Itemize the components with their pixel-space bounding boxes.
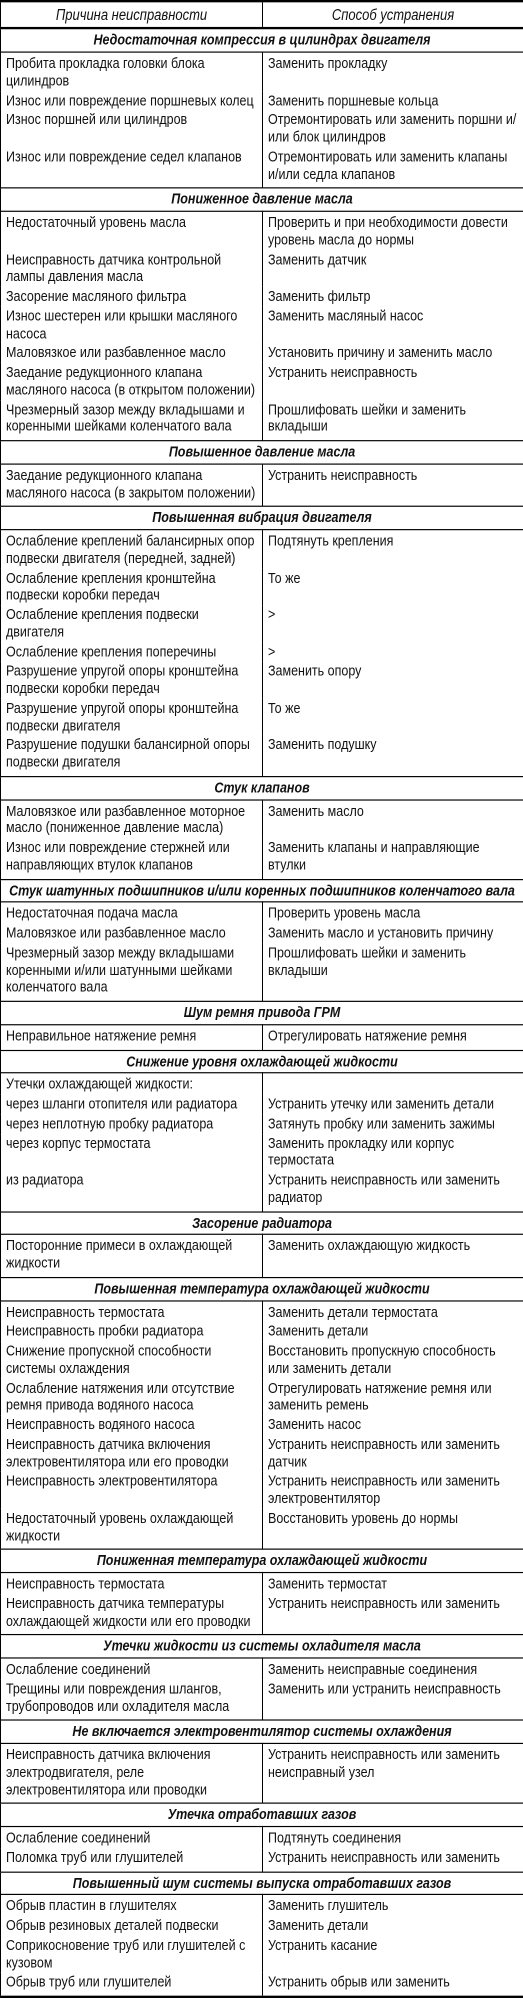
section-header [1, 1277, 523, 1300]
remedy-cell: Восстановить пропускную способность или заменить детали [263, 1341, 523, 1378]
table-row [1, 699, 523, 736]
remedy-cell: Затянуть пробку или заменить зажимы [263, 1114, 523, 1134]
cause-cell: Маловязкое или разбавленное масло [1, 924, 263, 944]
remedy-cell: Подтянуть крепления [263, 530, 523, 569]
cause-cell: Ослабление креплений балансирных опор подвески двигателя (передней, задней) [1, 530, 263, 569]
cause-cell: Износ поршней или цилиндров [1, 110, 263, 147]
cause-cell: Неисправность датчика включения электродвигателя, реле электровентилятора или проводки [1, 1744, 263, 1804]
table-row [1, 800, 523, 839]
section-header [1, 1804, 523, 1827]
remedy-cell: Заменить детали [263, 1916, 523, 1936]
table-row [1, 1936, 523, 1973]
table-row [1, 1134, 523, 1171]
cause-cell: Ослабление соединений [1, 1658, 263, 1679]
remedy-cell: Заменить подушку [263, 735, 523, 776]
cause-cell: Недостаточный уровень охлаждающей жидкости [1, 1509, 263, 1550]
remedy-cell: Заменить поршневые кольца [263, 91, 523, 111]
remedy-cell: Устранить касание [263, 1936, 523, 1973]
remedy-cell: Заменить насос [263, 1415, 523, 1435]
cause-cell: Обрыв труб или глушителей [1, 1973, 263, 1997]
remedy-cell: Заменить охлаждающую жидкость [263, 1235, 523, 1278]
remedy-cell: Устранить обрыв или заменить [263, 1973, 523, 1997]
cause-cell: Пробита прокладка головки блока цилиндров [1, 52, 263, 91]
section-header [1, 188, 523, 211]
remedy-cell: Отрегулировать натяжение ремня [263, 1025, 523, 1050]
cause-cell: Неисправность датчика включения электровентилятора или его проводки [1, 1435, 263, 1472]
remedy-cell: Заменить детали [263, 1322, 523, 1342]
section-title: Пониженная температура охлаждающей жидкости [1, 1550, 523, 1573]
table-row [1, 1658, 523, 1679]
remedy-cell: Отремонтировать или заменить клапаны и/или седла клапанов [263, 147, 523, 188]
remedy-cell: Заменить прокладку [263, 52, 523, 91]
cause-cell: Недостаточная подача масла [1, 902, 263, 923]
table-row [1, 1094, 523, 1114]
table-row [1, 1322, 523, 1342]
table-row [1, 662, 523, 699]
section-title: Недостаточная компрессия в цилиндрах двигателя [1, 28, 523, 52]
remedy-cell: > [263, 642, 523, 662]
table-row [1, 1679, 523, 1720]
cause-cell: Недостаточный уровень масла [1, 211, 263, 250]
table-row [1, 1378, 523, 1415]
section-title: Повышенная температура охлаждающей жидкости [1, 1277, 523, 1300]
table-row [1, 343, 523, 363]
table-row [1, 1341, 523, 1378]
table-row [1, 530, 523, 569]
remedy-cell: Устранить неисправность или заменить датчик [263, 1435, 523, 1472]
table-row [1, 568, 523, 605]
remedy-cell: Установить причину и заменить масло [263, 343, 523, 363]
cause-cell: Чрезмерный зазор между вкладышами коренными и/или шатунными шейками коленчатого вала [1, 943, 263, 1001]
table-row [1, 52, 523, 91]
cause-cell: Заедание редукционного клапана масляного насоса (в открытом положении) [1, 363, 263, 400]
section-header [1, 1050, 523, 1073]
section-title: Утечка отработавших газов [1, 1804, 523, 1827]
section-title: Утечки жидкости из системы охладителя масла [1, 1635, 523, 1658]
section-title: Не включается электровентилятор системы охлаждения [1, 1720, 523, 1743]
cause-cell: Неисправность термостата [1, 1300, 263, 1321]
cause-cell: Ослабление крепления кронштейна подвески коробки передач [1, 568, 263, 605]
table-row [1, 363, 523, 400]
table-row [1, 1973, 523, 1997]
table-row [1, 1895, 523, 1916]
section-header [1, 776, 523, 799]
table-row [1, 250, 523, 287]
remedy-cell: Заменить фильтр [263, 287, 523, 307]
remedy-cell: Заменить масло [263, 800, 523, 839]
section-title: Снижение уровня охлаждающей жидкости [1, 1050, 523, 1073]
remedy-cell: Устранить неисправность или заменить радиатор [263, 1171, 523, 1212]
table-row [1, 1573, 523, 1594]
remedy-cell: Заменить глушитель [263, 1895, 523, 1916]
cause-cell: Неправильное натяжение ремня [1, 1025, 263, 1050]
section-title: Стук клапанов [1, 776, 523, 799]
table-row [1, 91, 523, 111]
remedy-cell: Заменить масляный насос [263, 306, 523, 343]
section-header [1, 1212, 523, 1235]
remedy-cell: Подтянуть соединения [263, 1827, 523, 1848]
section-header [1, 1872, 523, 1895]
table-row [1, 838, 523, 879]
cause-cell: Износ или повреждение поршневых колец [1, 91, 263, 111]
section-title: Стук шатунных подшипников и/или коренных подшипников коленчатого вала [1, 879, 523, 902]
table-row [1, 1300, 523, 1321]
table-row [1, 1073, 523, 1094]
table-row [1, 1744, 523, 1804]
table-row [1, 1509, 523, 1550]
cause-cell: Неисправность термостата [1, 1573, 263, 1594]
cause-cell: Износ или повреждение стержней или направляющих втулок клапанов [1, 838, 263, 879]
table-row [1, 924, 523, 944]
table-row [1, 1025, 523, 1050]
cause-cell: Ослабление крепления подвески двигателя [1, 605, 263, 642]
table-row [1, 902, 523, 923]
remedy-cell: > [263, 605, 523, 642]
table-row [1, 1114, 523, 1134]
remedy-cell: Заменить масло и установить причину [263, 924, 523, 944]
table-row [1, 464, 523, 507]
remedy-cell: То же [263, 699, 523, 736]
cause-cell: Неисправность электровентилятора [1, 1472, 263, 1509]
cause-cell: Поломка труб или глушителей [1, 1848, 263, 1872]
table-header [1, 1, 523, 28]
section-title: Засорение радиатора [1, 1212, 523, 1235]
remedy-cell: Устранить неисправность или заменить электровентилятор [263, 1472, 523, 1509]
cause-cell: Разрушение упругой опоры кронштейна подвески коробки передач [1, 662, 263, 699]
table-row [1, 1171, 523, 1212]
remedy-cell: Заменить или устранить неисправность [263, 1679, 523, 1720]
remedy-cell: Заменить клапаны и направляющие втулки [263, 838, 523, 879]
section-header [1, 441, 523, 464]
cause-cell: Неисправность водяного насоса [1, 1415, 263, 1435]
section-title: Шум ремня привода ГРМ [1, 1001, 523, 1024]
cause-cell: Маловязкое или разбавленное масло [1, 343, 263, 363]
remedy-cell: Устранить неисправность или заменить неисправный узел [263, 1744, 523, 1804]
cause-cell: Трещины или повреждения шлангов, трубопроводов или охладителя масла [1, 1679, 263, 1720]
cause-cell: Ослабление крепления поперечины [1, 642, 263, 662]
cause-cell: из радиатора [1, 1171, 263, 1212]
remedy-cell: Заменить датчик [263, 250, 523, 287]
remedy-cell: Проверить и при необходимости довести уровень масла до нормы [263, 211, 523, 250]
header-cause: Причина неисправности [1, 1, 263, 28]
cause-cell: Утечки охлаждающей жидкости: [1, 1073, 263, 1094]
cause-cell: через шланги отопителя или радиатора [1, 1094, 263, 1114]
cause-cell: через корпус термостата [1, 1134, 263, 1171]
cause-cell: Обрыв пластин в глушителях [1, 1895, 263, 1916]
remedy-cell: Прошлифовать шейки и заменить вкладыши [263, 400, 523, 441]
table-body [1, 28, 523, 1996]
table-row [1, 287, 523, 307]
section-title: Повышенная вибрация двигателя [1, 507, 523, 530]
table-row [1, 1827, 523, 1848]
table-row [1, 735, 523, 776]
cause-cell: Неисправность датчика температуры охлаждающей жидкости или его проводки [1, 1594, 263, 1635]
cause-cell: Маловязкое или разбавленное моторное масло (пониженное давление масла) [1, 800, 263, 839]
cause-cell: Разрушение подушки балансирной опоры подвески двигателя [1, 735, 263, 776]
table-row [1, 211, 523, 250]
cause-cell: Засорение масляного фильтра [1, 287, 263, 307]
table-row [1, 943, 523, 1001]
section-header [1, 507, 523, 530]
header-remedy: Способ устранения [263, 1, 523, 28]
remedy-cell: Отрегулировать натяжение ремня или заменить ремень [263, 1378, 523, 1415]
remedy-cell: Заменить термостат [263, 1573, 523, 1594]
table-row [1, 642, 523, 662]
remedy-cell: Устранить неисправность или заменить [263, 1594, 523, 1635]
remedy-cell: Прошлифовать шейки и заменить вкладыши [263, 943, 523, 1001]
remedy-cell: Восстановить уровень до нормы [263, 1509, 523, 1550]
table-row [1, 1594, 523, 1635]
section-header [1, 28, 523, 52]
remedy-cell [263, 1073, 523, 1094]
section-header [1, 1720, 523, 1743]
remedy-cell: Заменить опору [263, 662, 523, 699]
cause-cell: Ослабление соединений [1, 1827, 263, 1848]
remedy-cell: Заменить детали термостата [263, 1300, 523, 1321]
table-row [1, 1916, 523, 1936]
cause-cell: Ослабление натяжения или отсутствие ремня привода водяного насоса [1, 1378, 263, 1415]
section-header [1, 1635, 523, 1658]
table-row [1, 400, 523, 441]
table-row [1, 1848, 523, 1872]
section-header [1, 1550, 523, 1573]
remedy-cell: Проверить уровень масла [263, 902, 523, 923]
cause-cell: Неисправность пробки радиатора [1, 1322, 263, 1342]
cause-cell: Износ шестерен или крышки масляного насоса [1, 306, 263, 343]
cause-cell: Обрыв резиновых деталей подвески [1, 1916, 263, 1936]
table-row [1, 110, 523, 147]
cause-cell: через неплотную пробку радиатора [1, 1114, 263, 1134]
table-row [1, 306, 523, 343]
cause-cell: Износ или повреждение седел клапанов [1, 147, 263, 188]
remedy-cell: Устранить утечку или заменить детали [263, 1094, 523, 1114]
cause-cell: Посторонние примеси в охлаждающей жидкости [1, 1235, 263, 1278]
table-row [1, 1472, 523, 1509]
cause-cell: Снижение пропускной способности системы охлаждения [1, 1341, 263, 1378]
section-header [1, 879, 523, 902]
remedy-cell: То же [263, 568, 523, 605]
remedy-cell: Устранить неисправность [263, 363, 523, 400]
remedy-cell: Заменить прокладку или корпус термостата [263, 1134, 523, 1171]
remedy-cell: Отремонтировать или заменить поршни и/или блок цилиндров [263, 110, 523, 147]
cause-cell: Заедание редукционного клапана масляного насоса (в закрытом положении) [1, 464, 263, 507]
cause-cell: Чрезмерный зазор между вкладышами и коренными шейками коленчатого вала [1, 400, 263, 441]
table-row [1, 1235, 523, 1278]
cause-cell: Разрушение упругой опоры кронштейна подвески двигателя [1, 699, 263, 736]
section-header [1, 1001, 523, 1024]
section-title: Повышенный шум системы выпуска отработавших газов [1, 1872, 523, 1895]
table-row [1, 605, 523, 642]
remedy-cell: Заменить неисправные соединения [263, 1658, 523, 1679]
remedy-cell: Устранить неисправность [263, 464, 523, 507]
table-row [1, 1415, 523, 1435]
cause-cell: Соприкосновение труб или глушителей с кузовом [1, 1936, 263, 1973]
cause-cell: Неисправность датчика контрольной лампы давления масла [1, 250, 263, 287]
table-row [1, 147, 523, 188]
table-row [1, 1435, 523, 1472]
section-title: Повышенное давление масла [1, 441, 523, 464]
remedy-cell: Устранить неисправность или заменить [263, 1848, 523, 1872]
section-title: Пониженное давление масла [1, 188, 523, 211]
